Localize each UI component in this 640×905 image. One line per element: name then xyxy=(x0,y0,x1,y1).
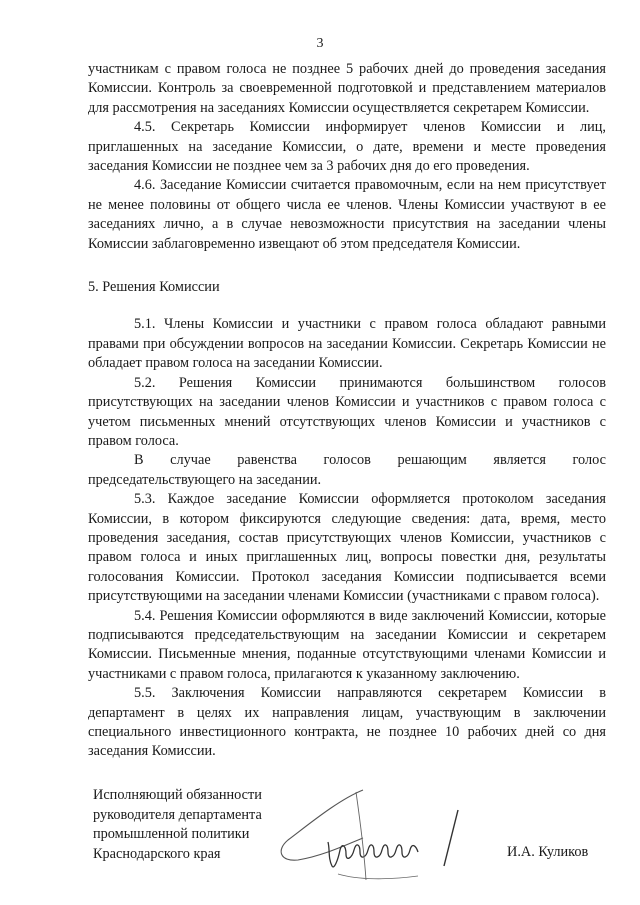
paragraph-5-3: 5.3. Каждое заседание Комиссии оформляется протоколом заседания Комиссии, в котором фиксируются следующие сведения: дата, время, место проведения заседания, состав присутствующих членов Комиссии, участников с правом голоса и иных приглашенных лиц, вопросы повестки дня, результаты голосования Комиссии. Протокол заседания Комиссии подписывается всеми присутствующими на заседании членами Комиссии (участниками с правом голоса). xyxy=(88,491,606,605)
paragraph-4-5: 4.5. Секретарь Комиссии информирует членов Комиссии и лиц, приглашенных на заседание Комиссии, о дате, времени и месте проведения заседания Комиссии не позднее чем за 3 рабочих дня до его проведения. xyxy=(88,119,606,175)
signatory-title xyxy=(93,786,262,864)
paragraph-5-2: 5.2. Решения Комиссии принимаются большинством голосов присутствующих на заседании членов Комиссии и участников с правом голоса с учетом письменных мнений отсутствующих членов Комиссии и участников с правом голоса. xyxy=(88,374,606,449)
signatory-line: Краснодарского края xyxy=(93,845,221,862)
signatory-line: Исполняющий обязанности xyxy=(93,787,262,803)
signatory-line: руководителя департамента xyxy=(93,806,262,823)
page-number: 3 xyxy=(316,36,324,51)
handwritten-signature xyxy=(268,780,478,890)
paragraph-5-5: 5.5. Заключения Комиссии направляются секретарем Комиссии в департамент в целях их направления лицам, участвующим в заключении специального инвестиционного контракта, не позднее 10 рабочих дней со дня заседания Комиссии. xyxy=(88,685,606,760)
signatory-name: И.А. Куликов xyxy=(507,844,589,860)
paragraph-5-2-tie: В случае равенства голосов решающим является голос председательствующего на заседании. xyxy=(88,452,606,488)
document-body xyxy=(88,60,606,762)
paragraph-5-1: 5.1. Члены Комиссии и участники с правом голоса обладают равными правами при обсуждении вопросов на заседании Комиссии. Секретарь Комиссии не обладает правом голоса на заседании Комиссии. xyxy=(88,316,606,372)
section-heading: 5. Решения Комиссии xyxy=(88,279,220,296)
paragraph-continuation: участникам с правом голоса не позднее 5 рабочих дней до проведения заседания Комиссии. Контроль за своевременной подготовкой и представлением материалов для рассмотрения на заседаниях Комиссии осуществляется секретарем Комиссии. xyxy=(88,61,606,116)
paragraph-4-6: 4.6. Заседание Комиссии считается правомочным, если на нем присутствует не менее половины от общего числа ее членов. Члены Комиссии участвуют в ее заседаниях лично, а в случае невозможности присутствия на заседании члены Комиссии заблаговременно извещают об этом председателя Комиссии. xyxy=(88,177,606,252)
signatory-line: промышленной политики xyxy=(93,826,250,843)
paragraph-5-4: 5.4. Решения Комиссии оформляются в виде заключений Комиссии, которые подписываются председательствующим на заседании Комиссии и секретарем Комиссии. Письменные мнения, поданные отсутствующими членами Комиссии и участниками с правом голоса, прилагаются к указанному заключению. xyxy=(88,607,606,682)
